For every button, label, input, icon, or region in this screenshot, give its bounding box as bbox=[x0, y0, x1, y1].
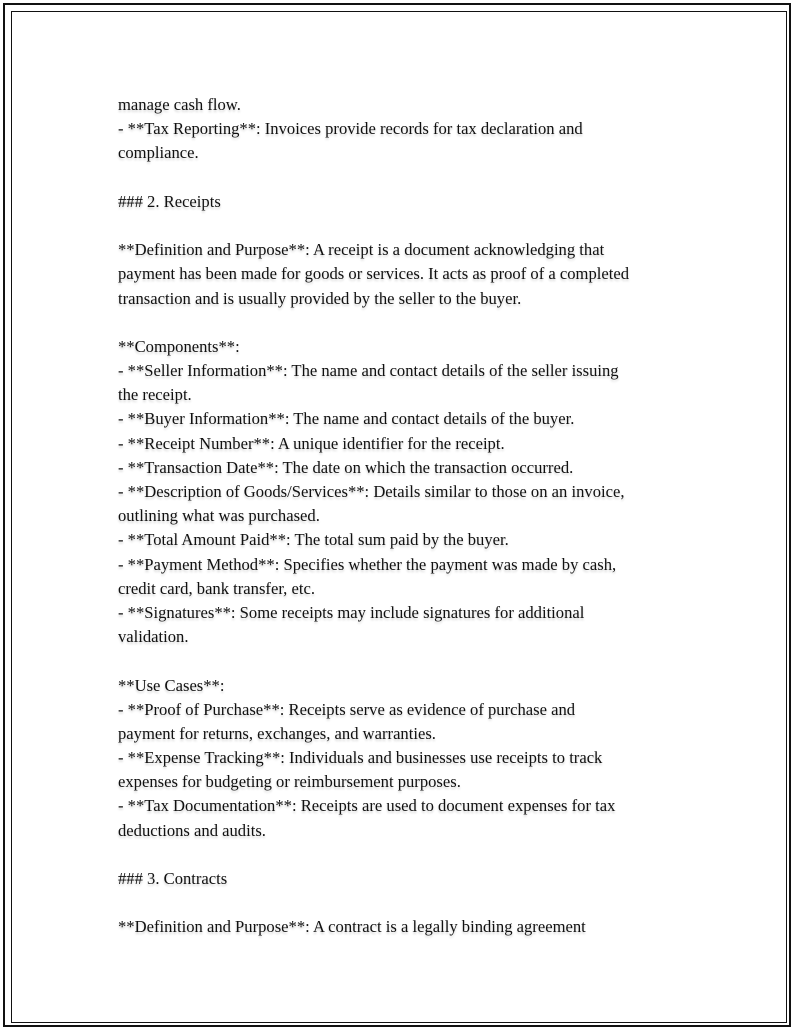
text-line: transaction and is usually provided by the seller to the buyer. bbox=[118, 288, 522, 308]
document-text bbox=[118, 93, 718, 940]
text-line: - **Signatures**: Some receipts may include signatures for additional bbox=[118, 602, 585, 622]
text-line: **Use Cases**: bbox=[118, 675, 225, 695]
blank-line bbox=[118, 166, 718, 190]
text-line: **Definition and Purpose**: A contract is a legally binding agreement bbox=[118, 917, 586, 937]
text-line: - **Buyer Information**: The name and contact details of the buyer. bbox=[118, 409, 575, 429]
text-line: - **Description of Goods/Services**: Details similar to those on an invoice, bbox=[118, 482, 625, 501]
text-line: compliance. bbox=[118, 143, 199, 163]
text-line: expenses for budgeting or reimbursement purposes. bbox=[118, 772, 461, 792]
text-line: validation. bbox=[118, 627, 189, 647]
text-line: - **Transaction Date**: The date on which the transaction occurred. bbox=[118, 457, 574, 477]
text-line: - **Tax Documentation**: Receipts are used to document expenses for tax bbox=[118, 796, 616, 816]
text-line: - **Expense Tracking**: Individuals and businesses use receipts to track bbox=[118, 748, 603, 768]
text-line: manage cash flow. bbox=[118, 95, 241, 114]
text-line: ### 2. Receipts bbox=[118, 191, 221, 211]
text-line: deductions and audits. bbox=[118, 820, 266, 840]
text-line: - **Proof of Purchase**: Receipts serve as evidence of purchase and bbox=[118, 699, 576, 719]
text-line: payment has been made for goods or services. It acts as proof of a completed bbox=[118, 264, 630, 284]
text-line: **Definition and Purpose**: A receipt is a document acknowledging that bbox=[118, 240, 605, 260]
text-line: - **Payment Method**: Specifies whether the payment was made by cash, bbox=[118, 554, 617, 574]
text-line: - **Seller Information**: The name and contact details of the seller issuing bbox=[118, 361, 619, 381]
blank-line bbox=[118, 649, 718, 673]
text-line: payment for returns, exchanges, and warranties. bbox=[118, 723, 436, 743]
text-line: outlining what was purchased. bbox=[118, 506, 320, 526]
blank-line bbox=[118, 311, 718, 335]
text-line: - **Receipt Number**: A unique identifier for the receipt. bbox=[118, 433, 505, 453]
text-line: the receipt. bbox=[118, 385, 192, 405]
blank-line bbox=[118, 891, 718, 915]
blank-line bbox=[118, 214, 718, 238]
text-line: credit card, bank transfer, etc. bbox=[118, 578, 315, 598]
text-line: - **Tax Reporting**: Invoices provide records for tax declaration and bbox=[118, 119, 583, 139]
text-line: **Components**: bbox=[118, 336, 240, 356]
blank-line bbox=[118, 843, 718, 867]
text-line: ### 3. Contracts bbox=[118, 869, 228, 888]
text-line: - **Total Amount Paid**: The total sum paid by the buyer. bbox=[118, 530, 509, 550]
